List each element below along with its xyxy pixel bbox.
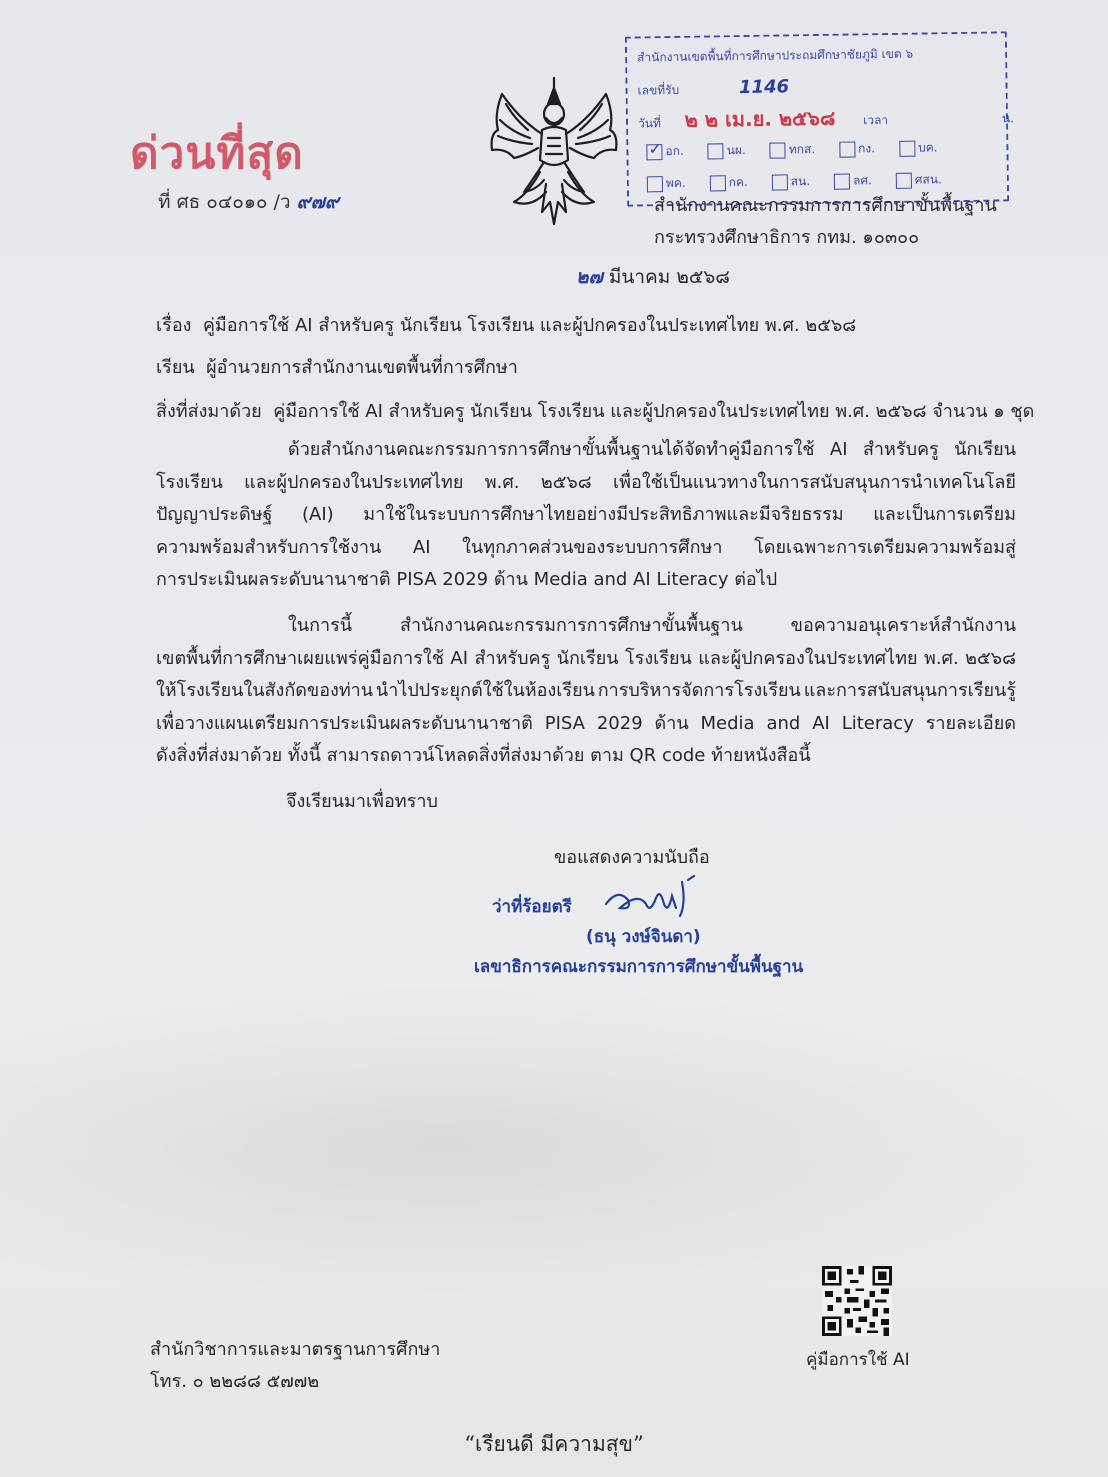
letter-date-month-year: มีนาคม ๒๕๖๘: [608, 266, 730, 288]
paragraph-word: รายละเอียด: [925, 712, 1016, 734]
paragraph-word: Literacy: [841, 712, 914, 734]
checkbox-icon: [770, 142, 786, 158]
checkbox-icon: [772, 174, 788, 190]
stamp-checkbox: กค.: [710, 173, 748, 193]
body-paragraph-2: [156, 610, 1016, 773]
stamp-checkbox: นผ.: [708, 141, 746, 161]
paragraph-word: ด้วยสำนักงานคณะกรรมการการศึกษาขั้นพื้นฐานได้จัดทำคู่มือการใช้: [288, 439, 815, 460]
stamp-date-label: วันที่: [637, 116, 662, 131]
paragraph-word: นักเรียน: [556, 647, 619, 669]
footer-phone: โทร. ๐ ๒๒๘๘ ๕๗๗๒: [150, 1371, 320, 1392]
receiving-stamp: [625, 31, 1015, 206]
closing-line: จึงเรียนมาเพื่อทราบ: [286, 791, 438, 812]
subject-text: คู่มือการใช้ AI สำหรับครู นักเรียน โรงเรียน และผู้ปกครองในประเทศไทย พ.ศ. ๒๕๖๘: [202, 315, 857, 336]
document-number: [158, 187, 339, 217]
checkbox-icon: [834, 173, 850, 189]
enclosure-text: คู่มือการใช้ AI สำหรับครู นักเรียน โรงเรียน และผู้ปกครองในประเทศไทย พ.ศ. ๒๕๖๘ จำนวน ๑ ชุด: [273, 401, 1035, 422]
paragraph-line: [156, 675, 1016, 708]
enclosure-label: สิ่งที่ส่งมาด้วย: [156, 401, 262, 422]
paragraph-word: โรงเรียน: [625, 647, 692, 669]
stamp-checkbox: กง.: [839, 139, 875, 159]
qr-code-label: คู่มือการใช้ AI: [806, 1350, 910, 1370]
stamp-checkbox: ทกส.: [770, 140, 816, 160]
paragraph-word: โรงเรียน: [156, 471, 223, 493]
stamp-checkbox: สน.: [772, 172, 811, 192]
paragraph-word: and: [766, 712, 801, 734]
paragraph-word: นำไปประยุกต์ใช้ในห้องเรียน: [375, 680, 595, 701]
photo-shadow: [0, 980, 1108, 1310]
enclosure-row: [156, 396, 1034, 425]
checkbox-icon: [899, 140, 915, 156]
signature-name: (ธนุ วงษ์จินดา): [586, 927, 701, 947]
stamp-date-row: [638, 99, 1014, 136]
signature-scribble-icon: [598, 874, 698, 920]
paragraph-word: และการสนับสนุนการเรียนรู้: [803, 680, 1016, 701]
paragraph-word: เขตพื้นที่การศึกษาเผยแพร่คู่มือการใช้: [156, 647, 444, 669]
paragraph-line: การประเมินผลระดับนานาชาติ PISA 2029 ด้าน Media and AI Literacy ต่อไป: [156, 569, 778, 590]
paragraph-word: AI: [812, 712, 830, 734]
stamp-date-value: ๒ ๒ เม.ย. ๒๕๖๘: [684, 105, 836, 132]
stamp-checkbox: ศสน.: [896, 170, 942, 190]
footer-office: สำนักวิชาการและมาตรฐานการศึกษา: [150, 1339, 441, 1360]
letter-date-day: ๒๗: [576, 266, 603, 288]
paragraph-word: (AI): [302, 504, 334, 525]
paragraph-word: Media: [700, 712, 755, 734]
paragraph-word: มาใช้ในระบบการศึกษาไทยอย่างมีประสิทธิภาพและมีจริยธรรม: [363, 504, 844, 525]
stamp-time-unit: น.: [1001, 111, 1015, 126]
paragraph-word: โดยเฉพาะการเตรียมความพร้อมสู่: [754, 536, 1016, 558]
paragraph-word: ความพร้อมสำหรับการใช้งาน: [156, 536, 382, 558]
checkbox-checked-icon: [646, 144, 662, 160]
stamp-checkbox: ลศ.: [834, 171, 872, 191]
subject-row: [156, 310, 856, 339]
paragraph-word: ด้าน: [654, 712, 689, 734]
paragraph-word: AI: [829, 439, 848, 460]
paragraph-line: [156, 434, 1016, 467]
stamp-checkbox-row-1: [646, 138, 937, 161]
stamp-title: สำนักงานเขตพื้นที่การศึกษาประถมศึกษาชัยภูมิ เขต ๖: [637, 46, 914, 65]
paragraph-line: [156, 708, 1016, 741]
signature-title: เลขาธิการคณะกรรมการการศึกษาขั้นพื้นฐาน: [474, 957, 804, 977]
paragraph-word: การบริหารจัดการโรงเรียน: [597, 680, 801, 701]
paragraph-line: ดังสิ่งที่ส่งมาด้วย ทั้งนี้ สามารถดาวน์โหลดสิ่งที่ส่งมาด้วย ตาม QR code ท้ายหนังสือนี้: [156, 745, 811, 766]
qr-code-icon[interactable]: [822, 1266, 892, 1336]
recipient-row: [156, 352, 518, 381]
stamp-time-label: เวลา: [863, 113, 889, 128]
regards-line: ขอแสดงความนับถือ: [554, 847, 710, 868]
checkbox-icon: [710, 175, 726, 191]
recipient-text: ผู้อำนวยการสำนักงานเขตพื้นที่การศึกษา: [206, 357, 518, 378]
paragraph-word: ให้โรงเรียนในสังกัดของท่าน: [156, 680, 374, 701]
paragraph-word: และผู้ปกครองในประเทศไทย: [698, 647, 918, 669]
paragraph-word: AI: [412, 536, 431, 558]
urgency-label: ด่วนที่สุด: [130, 128, 304, 179]
paragraph-word: พ.ศ.: [923, 647, 959, 669]
checkbox-icon: [708, 143, 724, 159]
paragraph-word: นักเรียน: [954, 439, 1016, 460]
paragraph-line: [156, 610, 1016, 643]
footer-motto: “เรียนดี มีความสุข”: [464, 1432, 644, 1456]
paragraph-line: [156, 643, 1016, 676]
paragraph-word: ในการนี้: [288, 615, 353, 636]
sender-address: กระทรวงศึกษาธิการ กทม. ๑๐๓๐๐: [654, 227, 920, 248]
paragraph-word: ขอความอนุเคราะห์สำนักงาน: [790, 615, 1016, 636]
paragraph-word: สำหรับครู: [474, 647, 551, 669]
paragraph-word: และผู้ปกครองในประเทศไทย: [244, 471, 464, 493]
paragraph-word: พ.ศ.: [484, 471, 520, 493]
document-number-handwritten: ๙๗๙: [296, 191, 339, 213]
checkbox-icon: [896, 172, 912, 188]
paragraph-line: [156, 467, 1016, 500]
paragraph-line: [156, 532, 1016, 565]
checkbox-icon: [839, 141, 855, 157]
paragraph-word: ๒๕๖๘: [965, 647, 1016, 669]
paragraph-word: เพื่อวางแผนเตรียมการประเมินผลระดับนานาชาติ: [156, 712, 533, 734]
stamp-receive-number-value: 1146: [738, 76, 790, 99]
paragraph-word: AI: [450, 647, 469, 669]
paragraph-word: 2029: [596, 712, 643, 734]
garuda-emblem-icon: [484, 74, 624, 230]
paragraph-word: และเป็นการเตรียม: [873, 504, 1016, 525]
paragraph-line: [156, 499, 1016, 532]
paragraph-word: เพื่อใช้เป็นแนวทางในการสนับสนุนการนำเทคโนโลยี: [613, 471, 1016, 493]
signature-rank: ว่าที่ร้อยตรี: [492, 897, 572, 917]
stamp-checkbox: บค.: [899, 138, 938, 158]
stamp-checkbox: ✓ อก.: [646, 142, 684, 162]
stamp-receive-number-label: เลขที่รับ: [637, 82, 680, 98]
stamp-checkbox: พค.: [647, 174, 686, 194]
paragraph-word: สำหรับครู: [862, 439, 939, 460]
paragraph-word: ปัญญาประดิษฐ์: [156, 504, 273, 525]
recipient-label: เรียน: [156, 357, 195, 378]
document-number-prefix: ที่ ศธ ๐๔๐๑๐ /ว: [158, 191, 291, 213]
subject-label: เรื่อง: [156, 315, 192, 336]
body-paragraph-1: [156, 434, 1016, 597]
paragraph-word: สำนักงานคณะกรรมการการศึกษาขั้นพื้นฐาน: [399, 615, 743, 636]
sender-organization: สำนักงานคณะกรรมการการศึกษาขั้นพื้นฐาน: [654, 195, 997, 216]
paragraph-word: ในทุกภาคส่วนของระบบการศึกษา: [462, 536, 723, 558]
paragraph-word: PISA: [544, 712, 585, 734]
paragraph-word: ๒๕๖๘: [540, 471, 592, 493]
letter-date: [576, 262, 730, 292]
stamp-receive-number: [637, 76, 789, 100]
